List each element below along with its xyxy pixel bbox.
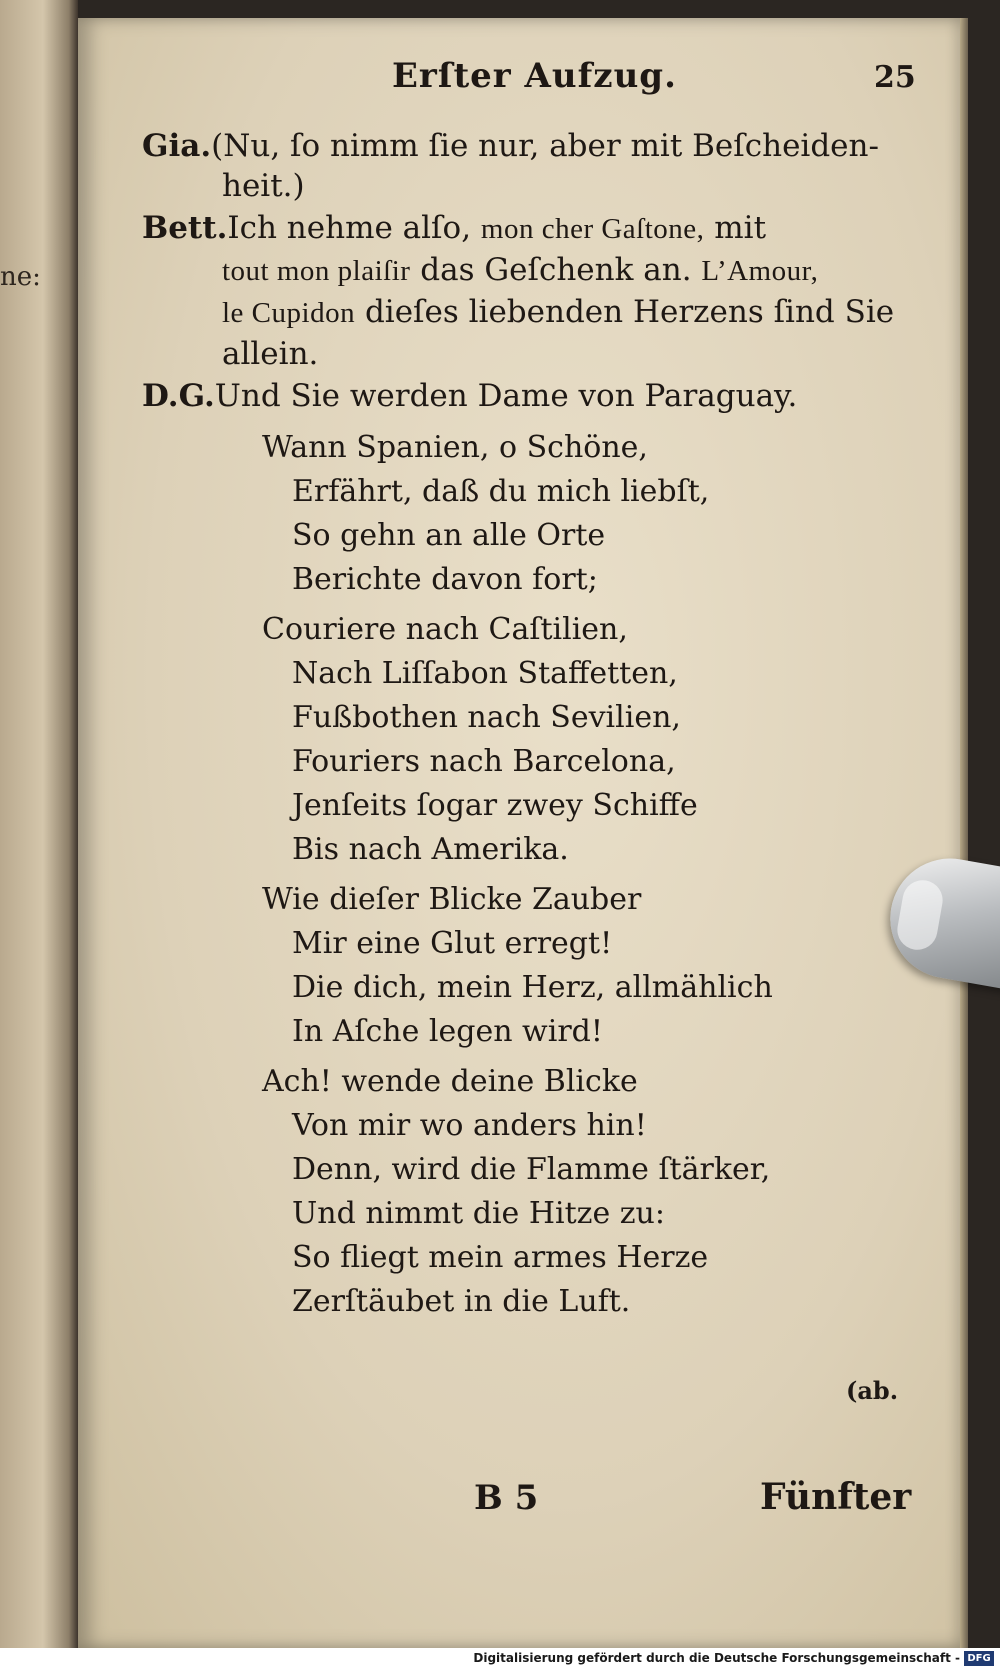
- dialogue-line: [222, 336, 318, 372]
- dialogue-line: [222, 294, 894, 330]
- facing-page-edge: [0, 0, 78, 1648]
- verse-line: Und nimmt die Hitze zu:: [292, 1196, 665, 1231]
- signature-mark: B 5: [474, 1478, 539, 1518]
- speaker-label: D.G.: [142, 378, 215, 414]
- page-edge: [960, 18, 968, 1648]
- verse-line: Denn, wird die Flamme ſtärker,: [292, 1152, 771, 1187]
- dialogue-line: [142, 128, 879, 164]
- verse-line: Ach! wende deine Blicke: [262, 1064, 638, 1099]
- french-text: mon cher Gaſtone,: [480, 213, 705, 245]
- french-text: le Cupidon: [222, 297, 356, 329]
- stage-direction: (ab.: [846, 1376, 899, 1405]
- verse-line: Zerſtäubet in die Luft.: [292, 1284, 631, 1319]
- verse-line: Wann Spanien, o Schöne,: [262, 430, 648, 465]
- facing-page-text-fragment: ne:: [0, 262, 41, 292]
- verse-line: Fouriers nach Barcelona,: [292, 744, 676, 779]
- verse-line: Berichte davon fort;: [292, 562, 598, 597]
- verse-line: Die dich, mein Herz, allmählich: [292, 970, 773, 1005]
- french-text: tout mon plaiſir: [222, 255, 411, 287]
- dialogue-text: Ich nehme alſo,: [227, 210, 481, 246]
- verse-line: Von mir wo anders hin!: [292, 1108, 647, 1143]
- dialogue-line: [222, 168, 305, 204]
- verse-line: So fliegt mein armes Herze: [292, 1240, 709, 1275]
- verse-line: Erfährt, daß du mich liebſt,: [292, 474, 710, 509]
- verse-line: So gehn an alle Orte: [292, 518, 606, 553]
- dialogue-text: dieſes liebenden Herzens ſind Sie: [355, 294, 895, 330]
- footer-catchword: Fünfter: [760, 1476, 912, 1518]
- french-text: L’Amour,: [701, 255, 819, 287]
- page-number: 25: [874, 60, 916, 95]
- verse-line: In Aſche legen wird!: [292, 1014, 603, 1049]
- dialogue-line: [222, 252, 818, 288]
- dialogue-text: mit: [704, 210, 767, 246]
- verse-line: Fußbothen nach Sevilien,: [292, 700, 681, 735]
- credit-text: Digitalisierung gefördert durch die Deutsche Forschungsgemeinschaft -: [473, 1651, 960, 1665]
- verse-line: Couriere nach Caſtilien,: [262, 612, 628, 647]
- verse-line: Mir eine Glut erregt!: [292, 926, 613, 961]
- dialogue-text: allein.: [222, 336, 319, 372]
- dialogue-text: heit.): [222, 168, 305, 204]
- verse-line: Bis nach Amerika.: [292, 832, 569, 867]
- dialogue-text: (Nu, ſo nimm ſie nur, aber mit Beſcheiden-: [211, 128, 879, 164]
- dialogue-text: Und Sie werden Dame von Paraguay.: [214, 378, 798, 414]
- credit-bar: [0, 1648, 1000, 1670]
- verse-line: Nach Liſſabon Staffetten,: [292, 656, 678, 691]
- running-head: Erſter Aufzug.: [392, 56, 677, 96]
- verse-line: Wie dieſer Blicke Zauber: [262, 882, 642, 917]
- dialogue-text: das Geſchenk an.: [410, 252, 702, 288]
- dialogue-line: [142, 210, 766, 246]
- dfg-logo: DFG: [964, 1651, 994, 1666]
- speaker-label: Bett.: [142, 210, 228, 246]
- verse-line: Jenſeits ſogar zwey Schiffe: [292, 788, 698, 823]
- dialogue-line: [142, 378, 797, 414]
- speaker-label: Gia.: [142, 128, 212, 164]
